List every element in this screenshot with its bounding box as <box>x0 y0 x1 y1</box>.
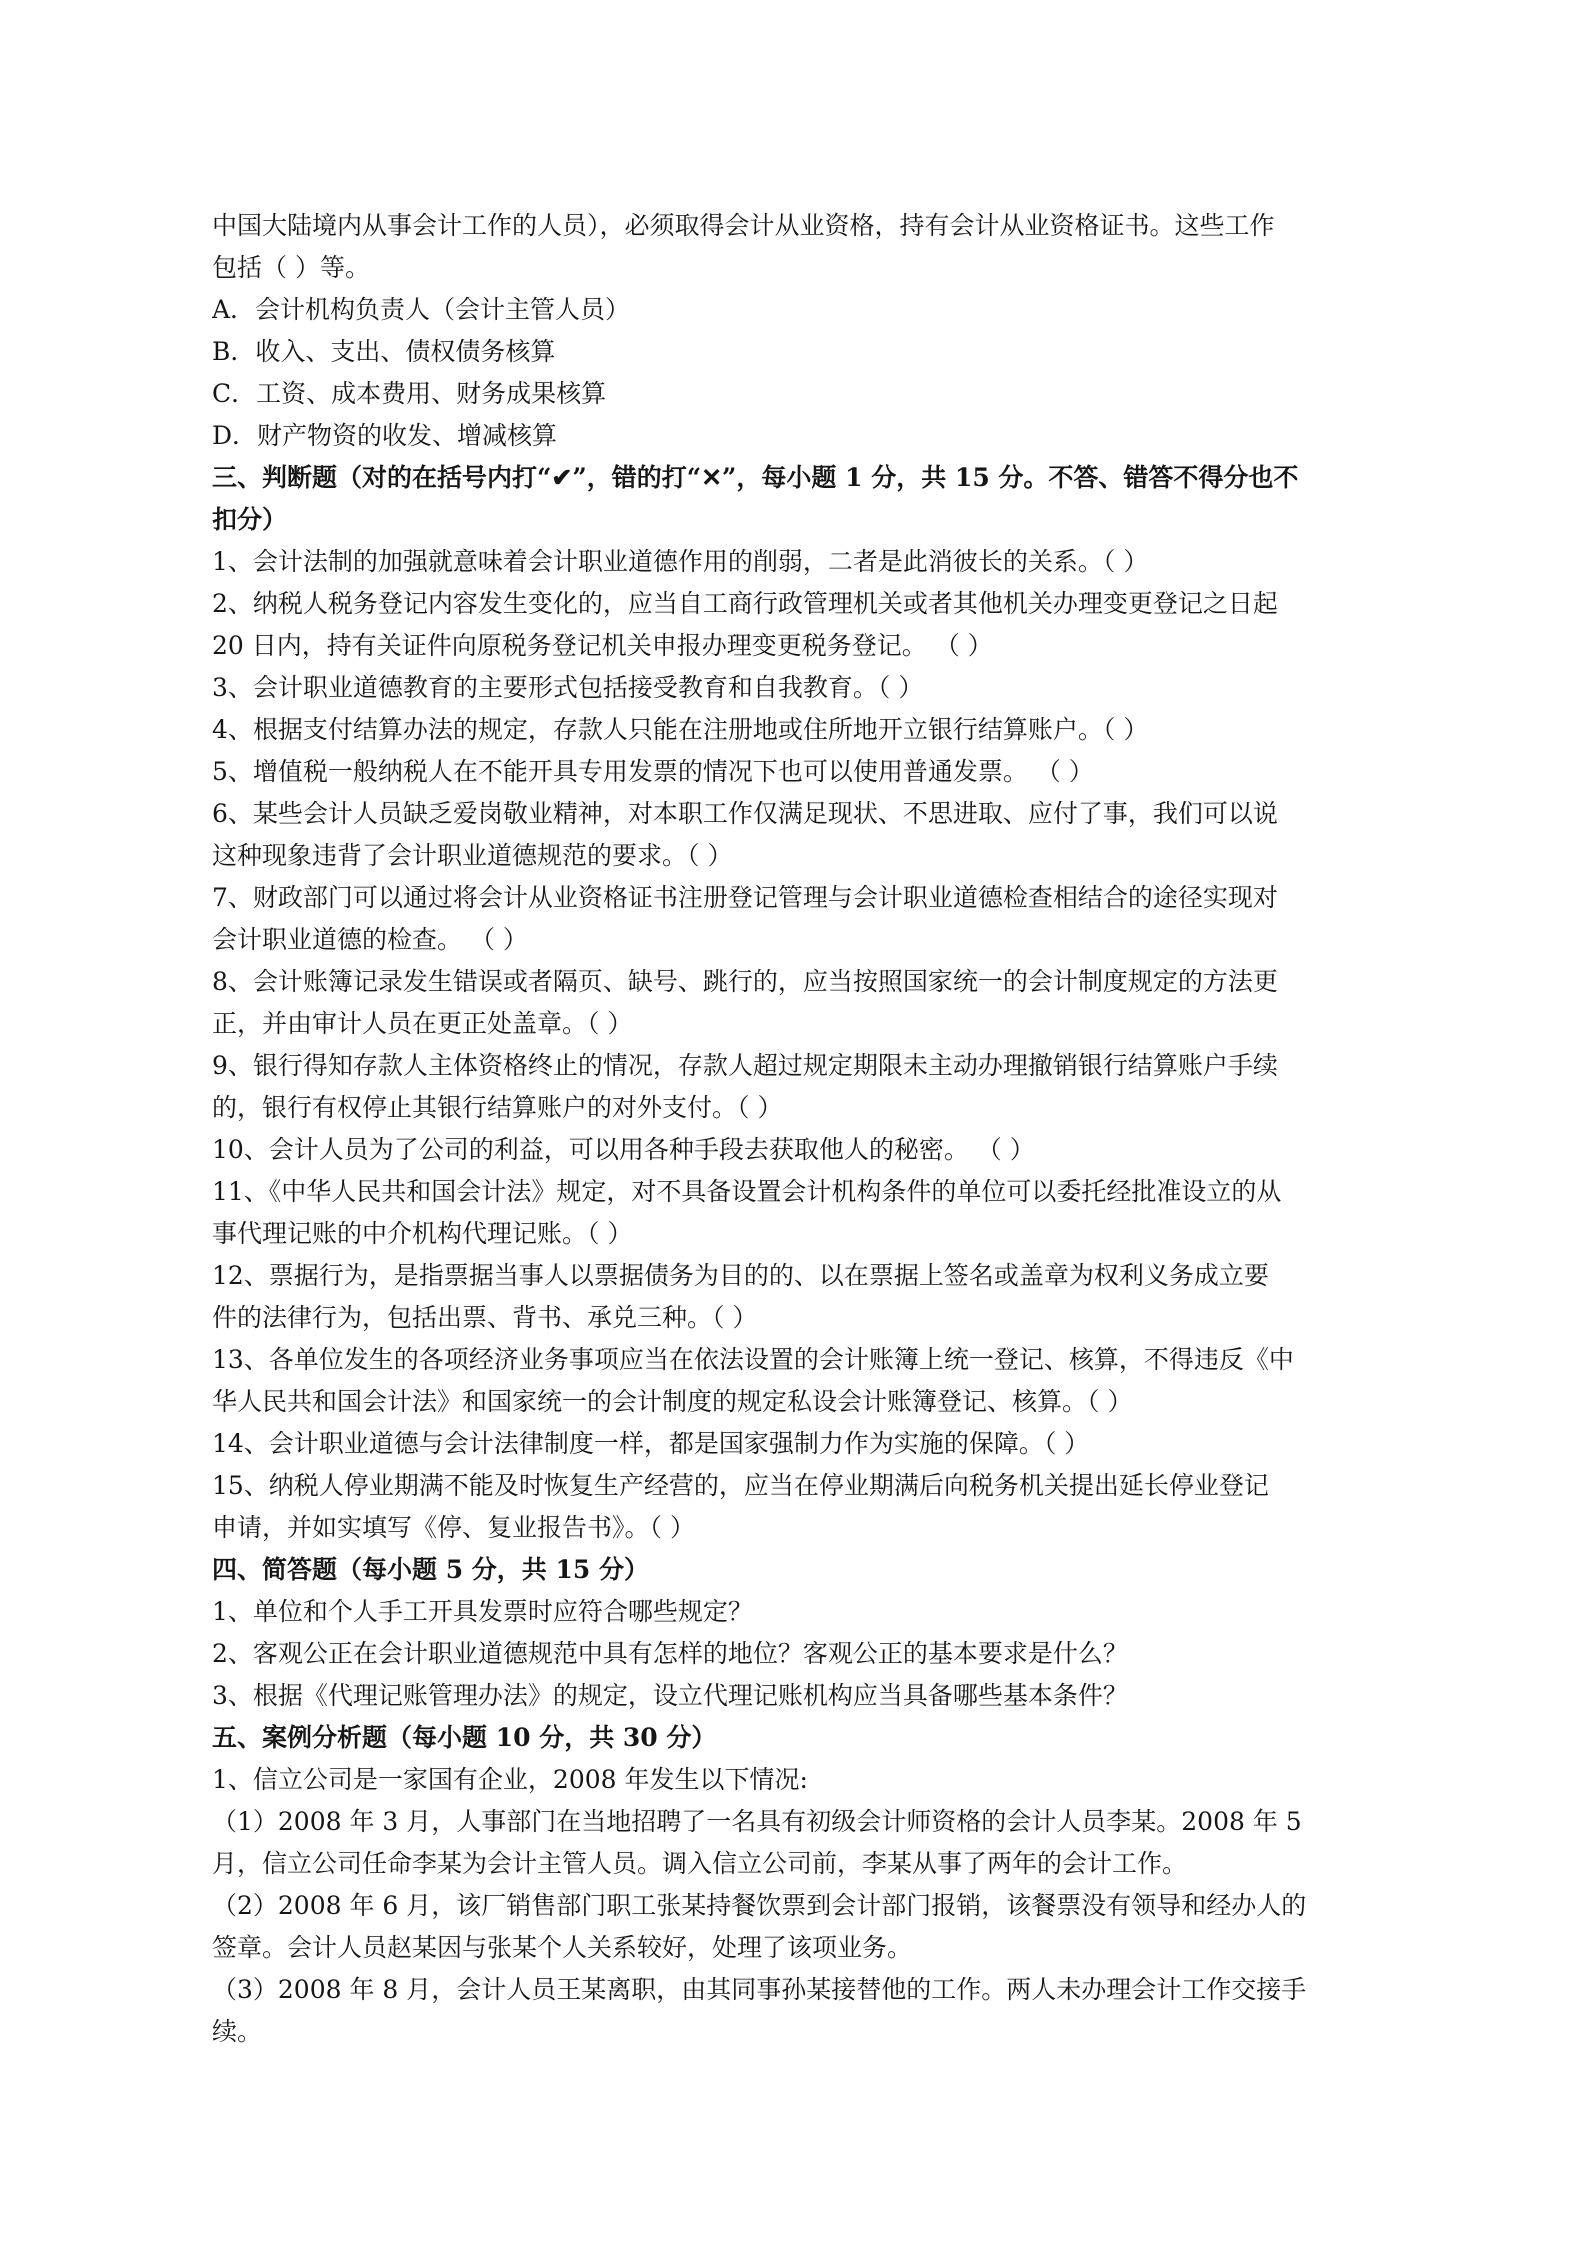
text-line: （3）2008 年 8 月，会计人员王某离职，由其同事孙某接替他的工作。两人未办理会计工作交接手 <box>212 1975 1307 2004</box>
section-heading: 三、判断题（对的在括号内打“✔”，错的打“✕”，每小题 1 分，共 15 分。不答、错答不得分也不 <box>212 463 1299 492</box>
section-heading: 四、简答题（每小题 5 分，共 15 分） <box>212 1555 650 1584</box>
text-line: 的，银行有权停止其银行结算账户的对外支付。（ ） <box>212 1093 783 1122</box>
text-line: 6、某些会计人员缺乏爱岗敬业精神，对本职工作仅满足现状、不思进取、应付了事，我们可以说 <box>212 799 1278 828</box>
text-line: 1、信立公司是一家国有企业，2008 年发生以下情况: <box>212 1765 808 1794</box>
text-line: 15、纳税人停业期满不能及时恢复生产经营的，应当在停业期满后向税务机关提出延长停业登记 <box>212 1471 1269 1500</box>
text-line: 中国大陆境内从事会计工作的人员），必须取得会计从业资格，持有会计从业资格证书。这些工作 <box>212 211 1275 240</box>
text-line: 14、会计职业道德与会计法律制度一样，都是国家强制力作为实施的保障。（ ） <box>212 1429 1090 1458</box>
section-heading: 五、案例分析题（每小题 10 分，共 30 分） <box>212 1723 717 1752</box>
text-line: 件的法律行为，包括出票、背书、承兑三种。（ ） <box>212 1303 758 1332</box>
text-line: 8、会计账簿记录发生错误或者隔页、缺号、跳行的，应当按照国家统一的会计制度规定的方法更 <box>212 967 1278 996</box>
text-line: 华人民共和国会计法》和国家统一的会计制度的规定私设会计账簿登记、核算。（ ） <box>212 1387 1133 1416</box>
text-line: 3、根据《代理记账管理办法》的规定，设立代理记账机构应当具备哪些基本条件？ <box>212 1681 1128 1710</box>
text-line: C．工资、成本费用、财务成果核算 <box>212 379 607 408</box>
text-line: 3、会计职业道德教育的主要形式包括接受教育和自我教育。（ ） <box>212 673 924 702</box>
text-line: 13、各单位发生的各项经济业务事项应当在依法设置的会计账簿上统一登记、核算，不得违反《中 <box>212 1345 1294 1374</box>
text-line: A．会计机构负责人（会计主管人员） <box>212 295 631 324</box>
text-line: 2、纳税人税务登记内容发生变化的，应当自工商行政管理机关或者其他机关办理变更登记之日起 <box>212 589 1278 618</box>
text-line: 7、财政部门可以通过将会计从业资格证书注册登记管理与会计职业道德检查相结合的途径实现对 <box>212 883 1278 912</box>
text-line: 11、《中华人民共和国会计法》规定，对不具备设置会计机构条件的单位可以委托经批准设立的从 <box>212 1177 1282 1206</box>
text-line: 这种现象违背了会计职业道德规范的要求。（ ） <box>212 841 733 870</box>
text-line: 4、根据支付结算办法的规定，存款人只能在注册地或住所地开立银行结算账户。（ ） <box>212 715 1149 744</box>
text-line: B．收入、支出、债权债务核算 <box>212 337 556 366</box>
text-line: 10、会计人员为了公司的利益，可以用各种手段去获取他人的秘密。 （ ） <box>212 1135 1035 1164</box>
text-line: 月，信立公司任命李某为会计主管人员。调入信立公司前，李某从事了两年的会计工作。 <box>212 1849 1188 1878</box>
text-line: 续。 <box>212 2017 263 2046</box>
text-line: （2）2008 年 6 月，该厂销售部门职工张某持餐饮票到会计部门报销，该餐票没有领导和经办人的 <box>212 1891 1307 1920</box>
text-line: 申请，并如实填写《停、复业报告书》。（ ） <box>212 1513 695 1542</box>
text-line: 包括（ ）等。 <box>212 253 370 282</box>
text-line: 1、单位和个人手工开具发票时应符合哪些规定？ <box>212 1597 753 1626</box>
text-line: 12、票据行为，是指票据当事人以票据债务为目的的、以在票据上签名或盖章为权利义务成立要 <box>212 1261 1269 1290</box>
text-line: 1、会计法制的加强就意味着会计职业道德作用的削弱，二者是此消彼长的关系。（ ） <box>212 547 1149 576</box>
text-line: 正，并由审计人员在更正处盖章。（ ） <box>212 1009 633 1038</box>
text-line: 2、客观公正在会计职业道德规范中具有怎样的地位？客观公正的基本要求是什么？ <box>212 1639 1128 1668</box>
text-line: 5、增值税一般纳税人在不能开具专用发票的情况下也可以使用普通发票。 （ ） <box>212 757 1094 786</box>
text-line: 会计职业道德的检查。 （ ） <box>212 925 528 954</box>
text-line: 9、银行得知存款人主体资格终止的情况，存款人超过规定期限未主动办理撤销银行结算账户手续 <box>212 1051 1278 1080</box>
text-line: 20 日内，持有关证件向原税务登记机关申报办理变更税务登记。 （ ） <box>212 631 993 660</box>
text-line: D．财产物资的收发、增减核算 <box>212 421 558 450</box>
section-heading: 扣分） <box>212 505 288 534</box>
text-line: （1）2008 年 3 月，人事部门在当地招聘了一名具有初级会计师资格的会计人员李某。2008 年 5 <box>212 1807 1302 1836</box>
text-line: 事代理记账的中介机构代理记账。（ ） <box>212 1219 633 1248</box>
text-line: 签章。会计人员赵某因与张某个人关系较好，处理了该项业务。 <box>212 1933 913 1962</box>
